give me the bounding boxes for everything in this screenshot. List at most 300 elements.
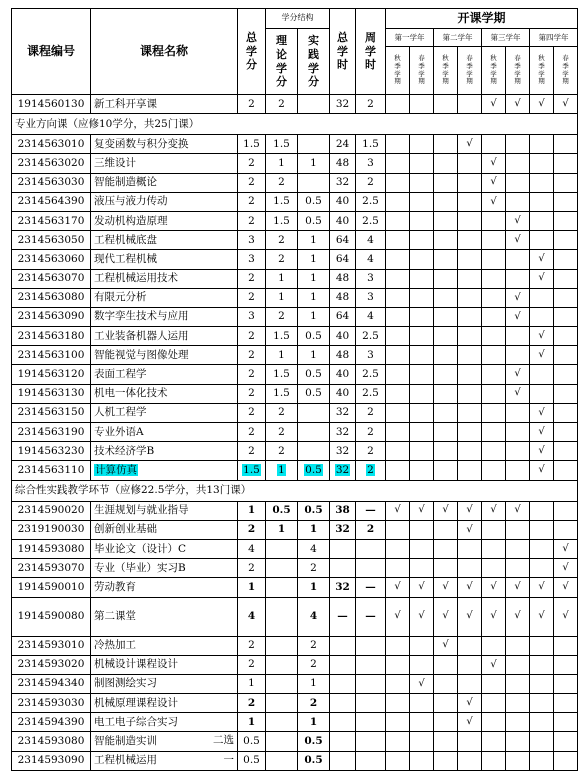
header-total-hours	[330, 9, 356, 95]
theory-credits	[266, 713, 298, 732]
semester-check	[434, 154, 458, 173]
semester-check	[458, 674, 482, 693]
semester-check	[386, 211, 410, 230]
practice-credits: 2	[298, 636, 330, 655]
semester-check	[386, 403, 410, 422]
practice-credits: 2	[298, 694, 330, 713]
semester-check	[506, 135, 530, 154]
semester-check	[506, 539, 530, 558]
total-hours	[330, 461, 356, 480]
semester-check	[530, 636, 554, 655]
total-hours: 32	[330, 520, 356, 539]
semester-check	[410, 231, 434, 250]
semester-check	[506, 713, 530, 732]
semester-check	[506, 403, 530, 422]
course-code: 2314563100	[12, 346, 91, 365]
practice-credits	[298, 95, 330, 114]
semester-check: √	[482, 655, 506, 674]
table-row	[12, 597, 578, 636]
semester-check	[554, 674, 578, 693]
semester-check: √	[410, 597, 434, 636]
header-credit-structure: 学分结构	[266, 9, 330, 29]
weekly-hours: 4	[356, 231, 386, 250]
semester-check	[386, 135, 410, 154]
theory-credits	[266, 597, 298, 636]
semester-check	[554, 403, 578, 422]
theory-credits: 2	[266, 423, 298, 442]
header-spring-3: 春 季 学 期	[506, 47, 530, 95]
semester-check: √	[506, 307, 530, 326]
course-name	[91, 732, 238, 751]
theory-credits: 1	[266, 269, 298, 288]
table-row	[12, 559, 578, 578]
semester-check	[530, 384, 554, 403]
semester-check	[434, 423, 458, 442]
header-total-credits	[238, 9, 266, 95]
practice-credits: 4	[298, 597, 330, 636]
course-name: 机械设计课程设计	[91, 655, 238, 674]
practice-credits	[298, 461, 330, 480]
semester-check	[410, 211, 434, 230]
theory-credits: 1.5	[266, 192, 298, 211]
course-code: 2314563030	[12, 173, 91, 192]
practice-credits: 1	[298, 346, 330, 365]
course-code: 2314563020	[12, 154, 91, 173]
theory-credits: 2	[266, 250, 298, 269]
total-credits: 3	[238, 307, 266, 326]
semester-check	[482, 461, 506, 480]
practice-credits: 1	[298, 154, 330, 173]
semester-check	[482, 674, 506, 693]
semester-check	[458, 173, 482, 192]
practice-credits: 1	[298, 520, 330, 539]
total-hours: 32	[330, 403, 356, 422]
semester-check	[482, 135, 506, 154]
semester-check: √	[530, 461, 554, 480]
semester-check	[410, 192, 434, 211]
theory-credits: 1.5	[266, 365, 298, 384]
course-code: 2314593080	[12, 732, 91, 751]
course-code: 2314563170	[12, 211, 91, 230]
semester-check	[386, 461, 410, 480]
weekly-hours: 2	[356, 442, 386, 461]
course-code: 2314563050	[12, 231, 91, 250]
semester-check	[458, 384, 482, 403]
semester-check	[386, 636, 410, 655]
semester-check: √	[458, 713, 482, 732]
semester-check: √	[554, 597, 578, 636]
table-row	[12, 655, 578, 674]
semester-check	[434, 442, 458, 461]
course-name: 复变函数与积分变换	[91, 135, 238, 154]
elective-note-line1: 二选	[213, 734, 234, 747]
course-name: 工业装备机器人运用	[91, 327, 238, 346]
header-year-4: 第四学年	[530, 29, 578, 47]
section-row	[12, 480, 578, 501]
semester-check	[410, 173, 434, 192]
semester-check	[554, 732, 578, 751]
semester-check	[506, 269, 530, 288]
weekly-hours	[356, 674, 386, 693]
semester-check	[554, 501, 578, 520]
total-hours: 64	[330, 250, 356, 269]
section-row	[12, 114, 578, 135]
semester-check: √	[530, 442, 554, 461]
semester-check	[458, 461, 482, 480]
semester-check: √	[482, 95, 506, 114]
semester-check: √	[458, 520, 482, 539]
table-row	[12, 751, 578, 770]
practice-credits: 0.5	[298, 384, 330, 403]
practice-credits: 2	[298, 559, 330, 578]
semester-check	[410, 539, 434, 558]
semester-check	[458, 95, 482, 114]
semester-check	[410, 713, 434, 732]
total-hours: 48	[330, 346, 356, 365]
semester-check	[554, 713, 578, 732]
semester-check: √	[434, 501, 458, 520]
semester-check	[482, 539, 506, 558]
semester-check	[386, 365, 410, 384]
course-name: 专业（毕业）实习B	[91, 559, 238, 578]
semester-check	[434, 655, 458, 674]
header-spring-4: 春 季 学 期	[554, 47, 578, 95]
theory-credits	[266, 539, 298, 558]
semester-check: √	[506, 578, 530, 597]
semester-check	[458, 154, 482, 173]
total-credits: 2	[238, 403, 266, 422]
semester-check	[482, 211, 506, 230]
course-code: 2314563150	[12, 403, 91, 422]
semester-check	[506, 346, 530, 365]
semester-check	[410, 694, 434, 713]
header-year-1: 第一学年	[386, 29, 434, 47]
table-row	[12, 384, 578, 403]
semester-check: √	[530, 327, 554, 346]
semester-check	[530, 732, 554, 751]
total-credits: 2	[238, 192, 266, 211]
theory-credits: 2	[266, 95, 298, 114]
course-name: 三维设计	[91, 154, 238, 173]
total-hours	[330, 539, 356, 558]
table-row	[12, 346, 578, 365]
practice-credits: 1	[298, 578, 330, 597]
practice-credits	[298, 442, 330, 461]
semester-check	[386, 288, 410, 307]
semester-check	[458, 211, 482, 230]
course-name-text: 工程机械运用	[94, 754, 157, 767]
semester-check	[530, 559, 554, 578]
total-credits: 2	[238, 694, 266, 713]
course-code: 2314593010	[12, 636, 91, 655]
semester-check: √	[506, 211, 530, 230]
course-name: 智能制造概论	[91, 173, 238, 192]
total-credits: 4	[238, 597, 266, 636]
semester-check	[482, 559, 506, 578]
table-row	[12, 674, 578, 693]
table-row	[12, 539, 578, 558]
semester-check: √	[482, 597, 506, 636]
semester-check: √	[410, 578, 434, 597]
semester-check	[410, 135, 434, 154]
theory-credits	[266, 461, 298, 480]
total-credits: 1	[238, 578, 266, 597]
total-credits: 2	[238, 559, 266, 578]
semester-check: √	[530, 578, 554, 597]
header-spring-2: 春 季 学 期	[458, 47, 482, 95]
semester-check	[434, 365, 458, 384]
total-credits: 2	[238, 211, 266, 230]
header-practice	[298, 29, 330, 95]
total-credits: 1	[238, 501, 266, 520]
table-row	[12, 269, 578, 288]
course-name: 第二课堂	[91, 597, 238, 636]
total-credits: 2	[238, 442, 266, 461]
weekly-hours: 2.5	[356, 211, 386, 230]
curriculum-table	[11, 8, 578, 771]
semester-check	[410, 154, 434, 173]
semester-check	[530, 694, 554, 713]
weekly-hours: 3	[356, 154, 386, 173]
weekly-hours: 2	[356, 95, 386, 114]
total-hours: 64	[330, 307, 356, 326]
total-hours: 40	[330, 365, 356, 384]
semester-check	[458, 327, 482, 346]
semester-check	[458, 192, 482, 211]
header-autumn-1: 秋 季 学 期	[386, 47, 410, 95]
practice-credits	[298, 403, 330, 422]
total-credits: 2	[238, 173, 266, 192]
weekly-hours: 2	[356, 520, 386, 539]
semester-check	[554, 365, 578, 384]
semester-check	[410, 751, 434, 770]
header-year-3: 第三学年	[482, 29, 530, 47]
semester-check: √	[410, 674, 434, 693]
empty-cell	[356, 751, 386, 770]
semester-check: √	[482, 192, 506, 211]
course-code: 2314563080	[12, 288, 91, 307]
course-code: 1914590010	[12, 578, 91, 597]
course-code: 2314590020	[12, 501, 91, 520]
header-weekly-hours	[356, 9, 386, 95]
table-row	[12, 732, 578, 751]
semester-check	[554, 636, 578, 655]
course-code: 2314593070	[12, 559, 91, 578]
semester-check	[386, 713, 410, 732]
semester-check	[434, 269, 458, 288]
semester-check	[506, 655, 530, 674]
elective-note-line2: 一	[223, 753, 234, 766]
practice-credits: 0.5	[298, 327, 330, 346]
semester-check	[434, 135, 458, 154]
empty-cell	[330, 751, 356, 770]
header-theory	[266, 29, 298, 95]
semester-check	[410, 269, 434, 288]
semester-check	[458, 250, 482, 269]
semester-check	[386, 655, 410, 674]
weekly-hours: —	[356, 501, 386, 520]
practice-credits: 1	[298, 231, 330, 250]
semester-check	[482, 346, 506, 365]
semester-check	[530, 288, 554, 307]
practice-credits: 2	[298, 655, 330, 674]
semester-check	[410, 442, 434, 461]
semester-check	[458, 539, 482, 558]
practice-credits: 0.5	[298, 192, 330, 211]
semester-check	[386, 173, 410, 192]
total-hours: 32	[330, 173, 356, 192]
table-row	[12, 307, 578, 326]
weekly-hours: 3	[356, 269, 386, 288]
course-name: 技术经济学B	[91, 442, 238, 461]
course-code: 2314563060	[12, 250, 91, 269]
course-name: 现代工程机械	[91, 250, 238, 269]
semester-check: √	[458, 501, 482, 520]
total-credits: 0.5	[238, 751, 266, 770]
theory-credits: 1.5	[266, 384, 298, 403]
course-code: 2314563180	[12, 327, 91, 346]
theory-credits: 2	[266, 231, 298, 250]
semester-check	[386, 327, 410, 346]
semester-check: √	[482, 154, 506, 173]
semester-check: √	[386, 597, 410, 636]
semester-check	[482, 365, 506, 384]
header-total-hours-text: 总 学 时	[337, 30, 348, 72]
semester-check	[434, 732, 458, 751]
semester-check	[386, 423, 410, 442]
semester-check	[506, 636, 530, 655]
semester-check	[506, 442, 530, 461]
table-row	[12, 173, 578, 192]
table-row	[12, 694, 578, 713]
header-spring-1: 春 季 学 期	[410, 47, 434, 95]
total-hours: 64	[330, 231, 356, 250]
weekly-hours: 2	[356, 403, 386, 422]
course-code: 1914593080	[12, 539, 91, 558]
table-row	[12, 461, 578, 480]
course-code: 1914563130	[12, 384, 91, 403]
practice-credits: 4	[298, 539, 330, 558]
course-code: 2314563190	[12, 423, 91, 442]
table-row	[12, 578, 578, 597]
semester-check	[434, 346, 458, 365]
course-code: 2314593030	[12, 694, 91, 713]
course-code: 2314594390	[12, 713, 91, 732]
weekly-hours	[356, 713, 386, 732]
practice-credits: 0.5	[298, 211, 330, 230]
semester-check	[482, 713, 506, 732]
practice-credits: 0.5	[298, 365, 330, 384]
table-row	[12, 636, 578, 655]
semester-check	[554, 655, 578, 674]
semester-check	[386, 192, 410, 211]
semester-check: √	[554, 578, 578, 597]
semester-check	[386, 539, 410, 558]
semester-check	[506, 520, 530, 539]
theory-credits	[266, 674, 298, 693]
practice-credits	[298, 135, 330, 154]
semester-check	[458, 365, 482, 384]
semester-check	[506, 461, 530, 480]
total-hours: 40	[330, 211, 356, 230]
semester-check	[554, 211, 578, 230]
semester-check	[434, 559, 458, 578]
semester-check	[458, 751, 482, 770]
semester-check	[434, 384, 458, 403]
semester-check	[410, 520, 434, 539]
semester-check	[506, 154, 530, 173]
theory-credits: 2	[266, 442, 298, 461]
semester-check	[434, 250, 458, 269]
semester-check	[482, 250, 506, 269]
semester-check	[530, 655, 554, 674]
semester-check	[410, 346, 434, 365]
theory-credits-highlight: 1	[278, 463, 285, 476]
semester-check: √	[506, 231, 530, 250]
semester-check	[458, 442, 482, 461]
semester-check	[386, 346, 410, 365]
weekly-hours	[356, 636, 386, 655]
semester-check	[482, 403, 506, 422]
weekly-hours: 2.5	[356, 365, 386, 384]
theory-credits: 1	[266, 346, 298, 365]
header-autumn-3: 秋 季 学 期	[482, 47, 506, 95]
practice-credits-highlight: 0.5	[305, 463, 322, 476]
semester-check	[530, 713, 554, 732]
semester-check: √	[554, 539, 578, 558]
table-row	[12, 442, 578, 461]
semester-check	[410, 559, 434, 578]
semester-check	[386, 384, 410, 403]
table-row	[12, 403, 578, 422]
semester-check	[482, 442, 506, 461]
semester-check: √	[482, 173, 506, 192]
theory-credits	[266, 578, 298, 597]
total-credits: 3	[238, 231, 266, 250]
semester-check	[386, 559, 410, 578]
semester-check	[530, 192, 554, 211]
course-name: 创新创业基础	[91, 520, 238, 539]
semester-check	[554, 288, 578, 307]
course-code: 2314563070	[12, 269, 91, 288]
semester-check	[506, 674, 530, 693]
semester-check	[434, 192, 458, 211]
semester-check	[386, 307, 410, 326]
theory-credits: 1.5	[266, 211, 298, 230]
semester-check: √	[530, 423, 554, 442]
weekly-hours: 2	[356, 423, 386, 442]
header-autumn-4: 秋 季 学 期	[530, 47, 554, 95]
semester-check: √	[434, 578, 458, 597]
semester-check	[410, 461, 434, 480]
total-credits: 2	[238, 288, 266, 307]
practice-credits: 0.5	[298, 732, 330, 751]
semester-check	[434, 751, 458, 770]
weekly-hours: 1.5	[356, 135, 386, 154]
theory-credits: 2	[266, 173, 298, 192]
weekly-hours: 4	[356, 250, 386, 269]
semester-check: √	[530, 250, 554, 269]
course-name: 发动机构造原理	[91, 211, 238, 230]
semester-check: √	[434, 636, 458, 655]
semester-check	[530, 135, 554, 154]
total-hours: 38	[330, 501, 356, 520]
total-hours: 48	[330, 269, 356, 288]
semester-check: √	[530, 403, 554, 422]
semester-check	[506, 732, 530, 751]
theory-credits: 2	[266, 403, 298, 422]
table-row	[12, 327, 578, 346]
